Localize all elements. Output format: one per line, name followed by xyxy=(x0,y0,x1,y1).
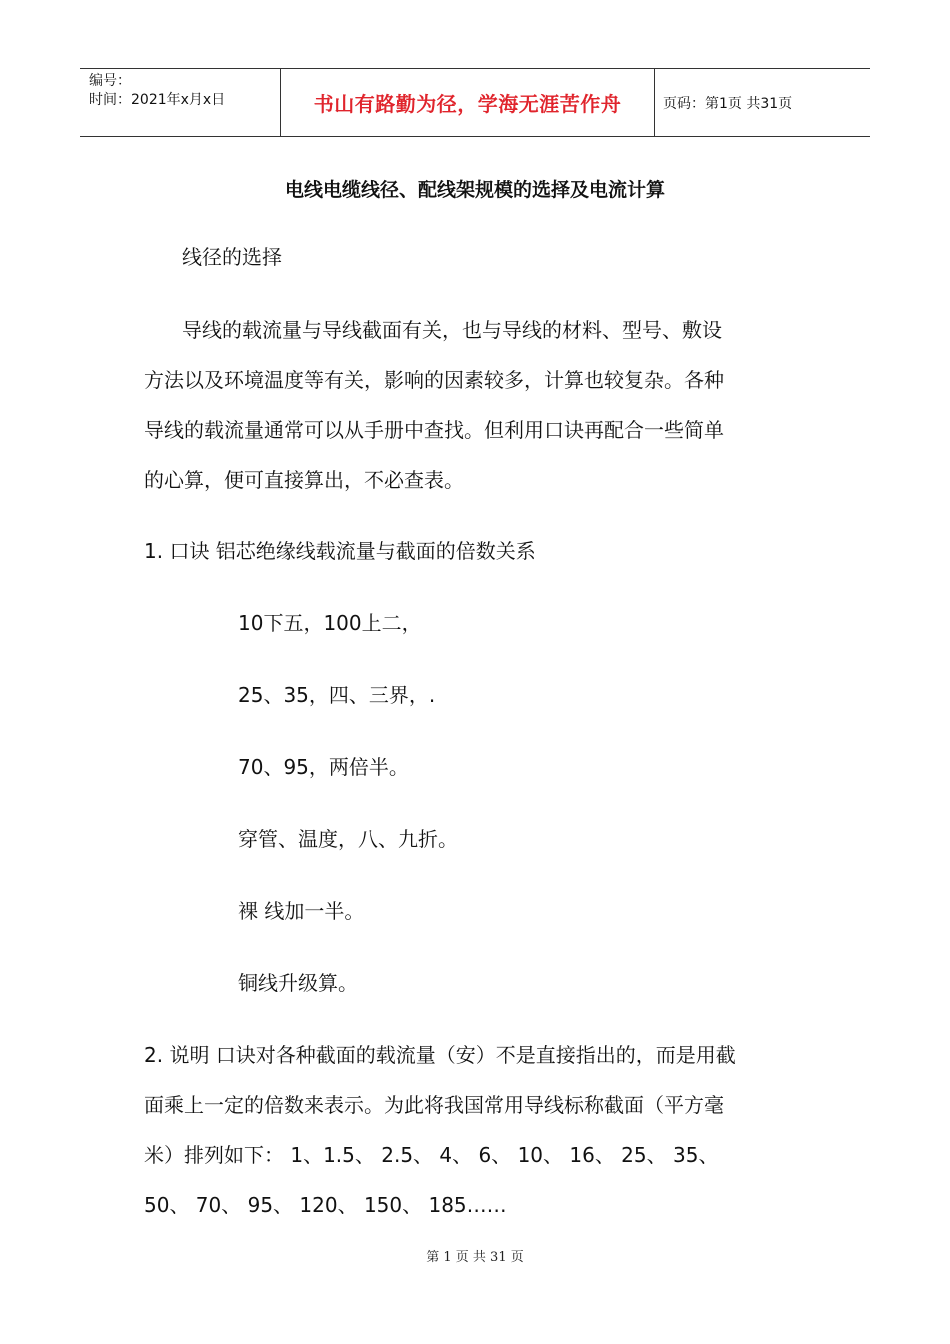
header-motto-cell xyxy=(280,69,655,136)
header-motto: 书山有路勤为径，学海无涯苦作舟 xyxy=(313,92,622,116)
rhyme-line-6: 铜线升级算。 xyxy=(238,971,358,995)
item2-line-3: 米）排列如下： 1、1.5、 2.5、 4、 6、 10、 16、 25、 35、 xyxy=(144,1143,719,1167)
intro-line-2: 方法以及环境温度等有关，影响的因素较多，计算也较复杂。各种 xyxy=(144,368,724,392)
rhyme-line-2: 25、35，四、三界，. xyxy=(238,683,436,707)
intro-line-4: 的心算，便可直接算出，不必查表。 xyxy=(144,468,464,492)
rhyme-line-3: 70、95，两倍半。 xyxy=(238,755,409,779)
document-date-label: 时间：2021年x月x日 xyxy=(89,92,226,108)
header-page-info: 页码：第1页 共31页 xyxy=(663,95,793,112)
intro-line-3: 导线的载流量通常可以从手册中查找。但利用口诀再配合一些简单 xyxy=(144,418,724,442)
document-number-label: 编号： xyxy=(89,73,131,89)
header-meta-cell xyxy=(80,69,280,136)
section-heading: 线径的选择 xyxy=(182,245,282,269)
item1-heading: 1. 口诀 铝芯绝缘线载流量与截面的倍数关系 xyxy=(144,539,536,563)
rhyme-line-5: 裸 线加一半。 xyxy=(238,899,365,923)
document-title: 电线电缆线径、配线架规模的选择及电流计算 xyxy=(284,179,665,201)
rhyme-line-4: 穿管、温度，八、九折。 xyxy=(238,827,458,851)
intro-line-1: 导线的载流量与导线截面有关，也与导线的材料、型号、敷设 xyxy=(182,318,722,342)
item2-line-4: 50、 70、 95、 120、 150、 185…… xyxy=(144,1193,507,1217)
page-footer: 第 1 页 共 31 页 xyxy=(426,1250,524,1265)
item2-line-1: 2. 说明 口诀对各种截面的载流量（安）不是直接指出的，而是用截 xyxy=(144,1043,736,1067)
header-page-cell xyxy=(655,69,870,136)
item2-line-2: 面乘上一定的倍数来表示。为此将我国常用导线标称截面（平方毫 xyxy=(144,1093,724,1117)
page-header xyxy=(80,68,870,137)
rhyme-line-1: 10下五，100上二， xyxy=(238,611,422,635)
